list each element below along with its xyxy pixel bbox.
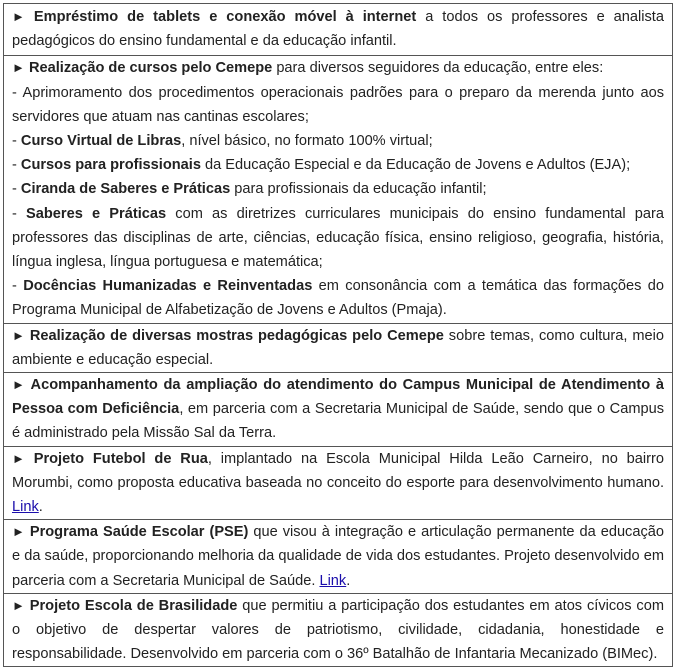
row-title: Realização de diversas mostras pedagógicas pelo Cemepe: [29, 327, 444, 344]
course-text: da Educação Especial e da Educação de Jovens e Adultos (EJA);: [200, 157, 631, 174]
course-title: Ciranda de Saberes e Práticas: [20, 181, 231, 198]
course-item: - Docências Humanizadas e Reinventadas em consonância com a temática das formações do Programa Municipal de Alfabetização de Jovens e Adultos (Pmaja).: [12, 278, 664, 319]
row-text: que visou à integração e articulação permanente da educação e da saúde, proporcionando melhoria da qualidade de vida dos estudantes. Projeto desenvolvido em parceria com a Secretaria Municipal de Saúde.: [12, 524, 664, 589]
course-item: - Saberes e Práticas com as diretrizes curriculares municipais do ensino fundamental para professores das disciplinas de arte, ciências, educação física, ensino religioso, geografia, história, língua inglesa, língua portuguesa e matemática;: [12, 205, 665, 271]
course-text: , nível básico, no formato 100% virtual;: [181, 133, 433, 150]
row-title: Acompanhamento da ampliação do atendimento do Campus Municipal de Atendimento à Pessoa com Deficiência: [12, 377, 664, 418]
arrow-marker-icon: ►: [12, 60, 25, 76]
row-text: que permitiu a participação dos estudantes em atos cívicos com o objetivo de despertar valores de patriotismo, civilidade, cidadania, honestidade e responsabilidade. Desenvolvido em parceria com o 36º Batalhão de Infantaria Mecanizado (BIMec).: [12, 597, 664, 663]
futebol-link[interactable]: Link: [12, 499, 39, 516]
table-cell: [4, 4, 673, 56]
course-text: para profissionais da educação infantil;: [230, 181, 487, 198]
course-item: - Cursos para profissionais da Educação Especial e da Educação de Jovens e Adultos (EJA);: [12, 157, 631, 174]
row-title: Realização de cursos pelo Cemepe: [28, 60, 273, 77]
course-title: Curso Virtual de Libras: [20, 133, 182, 150]
arrow-marker-icon: ►: [12, 377, 25, 393]
course-item: - Aprimoramento dos procedimentos operacionais padrões para o preparo da merenda junto aos servidores que atuam nas cantinas escolares;: [12, 84, 665, 125]
pse-link[interactable]: Link: [319, 572, 347, 589]
row-text: para diversos seguidores da educação, entre eles:: [272, 60, 604, 77]
arrow-marker-icon: ►: [12, 597, 25, 613]
table-cell: [4, 323, 673, 372]
course-text: com as diretrizes curriculares municipais do ensino fundamental para professores das disciplinas de arte, ciências, educação física, ensino religioso, geografia, história, língua inglesa, língua portuguesa e matemática;: [12, 205, 665, 271]
programs-table: [3, 3, 673, 667]
course-title: Docências Humanizadas e Reinventadas: [23, 278, 313, 295]
table-row: [4, 373, 673, 447]
table-cell: ► Projeto Futebol de Rua, implantado na Escola Municipal Hilda Leão Carneiro, no bairro Morumbi, como proposta educativa baseada no conceito do esporte para desenvolvimento humano. Link.: [4, 446, 673, 520]
row-title: Projeto Escola de Brasilidade: [29, 597, 238, 614]
row-text: , implantado na Escola Municipal Hilda Leão Carneiro, no bairro Morumbi, como proposta educativa baseada no conceito do esporte para desenvolvimento humano.: [12, 450, 664, 491]
arrow-marker-icon: ►: [12, 327, 25, 343]
table-row: [4, 323, 673, 372]
table-row: [4, 593, 673, 667]
arrow-marker-icon: ►: [12, 450, 25, 466]
course-item: - Curso Virtual de Libras, nível básico, no formato 100% virtual;: [12, 133, 433, 150]
row-text: , em parceria com a Secretaria Municipal de Saúde, sendo que o Campus é administrado pela Missão Sal da Terra.: [12, 401, 665, 442]
course-title: Cursos para profissionais: [20, 157, 201, 174]
table-cell: [4, 56, 673, 323]
course-title: Saberes e Práticas: [26, 205, 167, 222]
course-text: Aprimoramento dos procedimentos operacionais padrões para o preparo da merenda junto aos servidores que atuam nas cantinas escolares;: [12, 84, 665, 125]
course-text: em consonância com a temática das formações do Programa Municipal de Alfabetização de Jovens e Adultos (Pmaja).: [12, 278, 664, 319]
cemepe-courses-intro: [12, 56, 664, 80]
row-title: Programa Saúde Escolar (PSE): [29, 524, 249, 541]
arrow-marker-icon: ►: [12, 524, 25, 540]
row-title: Projeto Futebol de Rua: [33, 450, 208, 467]
table-row: [4, 56, 673, 323]
course-item: - Ciranda de Saberes e Práticas para profissionais da educação infantil;: [12, 181, 487, 198]
table-cell: [4, 593, 673, 667]
row-text: sobre temas, como cultura, meio ambiente e educação especial.: [12, 327, 665, 368]
row-title: Empréstimo de tablets e conexão móvel à internet: [33, 9, 417, 25]
table-cell: [4, 373, 673, 447]
table-row: [4, 4, 673, 56]
table-cell: ► Programa Saúde Escolar (PSE) que visou à integração e articulação permanente da educação e da saúde, proporcionando melhoria da qualidade de vida dos estudantes. Projeto desenvolvido em parceria com a Secretaria Municipal de Saúde. Link.: [4, 520, 673, 594]
table-row: [4, 446, 673, 520]
arrow-marker-icon: ►: [12, 9, 25, 24]
table-row: [4, 520, 673, 594]
row-text: a todos os professores e analista pedagógicos do ensino fundamental e da educação infantil.: [12, 9, 664, 50]
